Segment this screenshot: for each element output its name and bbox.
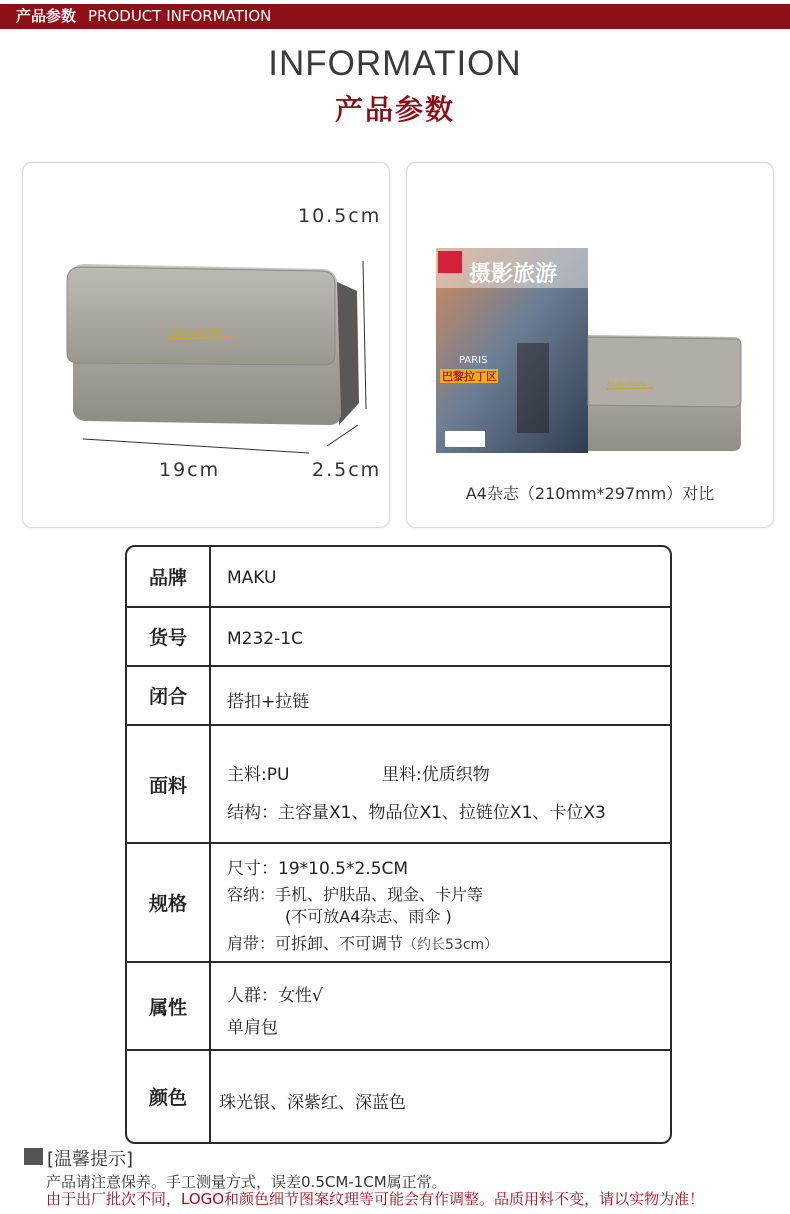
tips-square-icon [24, 1148, 43, 1165]
svg-text:MakuStore: MakuStore [607, 380, 647, 388]
spec-row-size [127, 844, 670, 963]
section-title-cn: 产品参数 [334, 93, 455, 126]
tips-title: [温馨提示] [47, 1149, 134, 1170]
magazine-subtitle: 巴黎拉丁区 [442, 370, 497, 383]
spec-table [125, 545, 672, 1144]
spec-value-structure: 结构：主容量X1、物品位X1、拉链位X1、卡位X3 [227, 803, 606, 823]
comparison-caption: A4杂志（210mm*297mm）对比 [465, 484, 715, 503]
dimension-panel [22, 162, 390, 528]
height-label: 10.5cm [298, 205, 382, 227]
spec-key-closure: 闭合 [127, 667, 211, 724]
spec-row-model [127, 608, 670, 667]
spec-key-model: 货号 [127, 608, 211, 665]
spec-key-material: 面料 [127, 726, 211, 842]
header-label-cn: 产品参数 [16, 7, 77, 25]
svg-text:MakuStore: MakuStore [170, 328, 221, 338]
spec-value-closure: 搭扣+拉链 [227, 692, 310, 712]
magazine-title: 摄影旅游 [469, 262, 558, 287]
tips-line-1: 产品请注意保养。手工测量方式，误差0.5CM-1CM属正常。 [46, 1173, 447, 1191]
spec-value-color: 珠光银、深紫红、深蓝色 [219, 1093, 406, 1113]
header-bar [0, 4, 790, 29]
spec-value-main-material: 主料:PU [227, 765, 290, 785]
spec-value-type: 单肩包 [227, 1018, 278, 1038]
spec-value-strap [227, 931, 498, 954]
strap-note: （约长53cm） [403, 937, 499, 953]
spec-row-color [127, 1051, 670, 1142]
spec-value-dimensions: 尺寸：19*10.5*2.5CM [227, 859, 409, 879]
spec-value-crowd: 人群：女性√ [227, 986, 323, 1006]
comparison-panel [406, 162, 774, 528]
spec-row-brand [127, 547, 670, 608]
spec-key-color: 颜色 [127, 1051, 211, 1142]
spec-value-model: M232-1C [227, 629, 303, 649]
spec-key-attribute: 属性 [127, 963, 211, 1049]
depth-label: 2.5cm [312, 459, 382, 481]
width-label: 19cm [159, 459, 221, 481]
spec-row-attribute [127, 963, 670, 1051]
magazine-city: PARIS [459, 355, 488, 366]
spec-key-size: 规格 [127, 844, 211, 961]
header-label-en: PRODUCT INFORMATION [88, 7, 272, 25]
spec-key-brand: 品牌 [127, 547, 211, 606]
magazine-comparison-illustration [407, 163, 773, 463]
spec-row-closure [127, 667, 670, 726]
tips-line-2: 由于出厂批次不同，LOGO和颜色细节图案纹理等可能会有作调整。品质用料不变，请以实物为准！ [46, 1190, 705, 1208]
spec-value-brand: MAKU [227, 568, 277, 588]
section-title-en: INFORMATION [268, 44, 522, 83]
spec-value-lining: 里料:优质织物 [382, 765, 490, 785]
strap-text: 肩带：可拆卸、不可调节 [227, 934, 404, 953]
spec-value-capacity: 容纳：手机、护肤品、现金、卡片等 [227, 885, 484, 904]
spec-row-material [127, 726, 670, 844]
spec-value-capacity-note: (不可放A4杂志、雨伞 ) [285, 907, 452, 926]
